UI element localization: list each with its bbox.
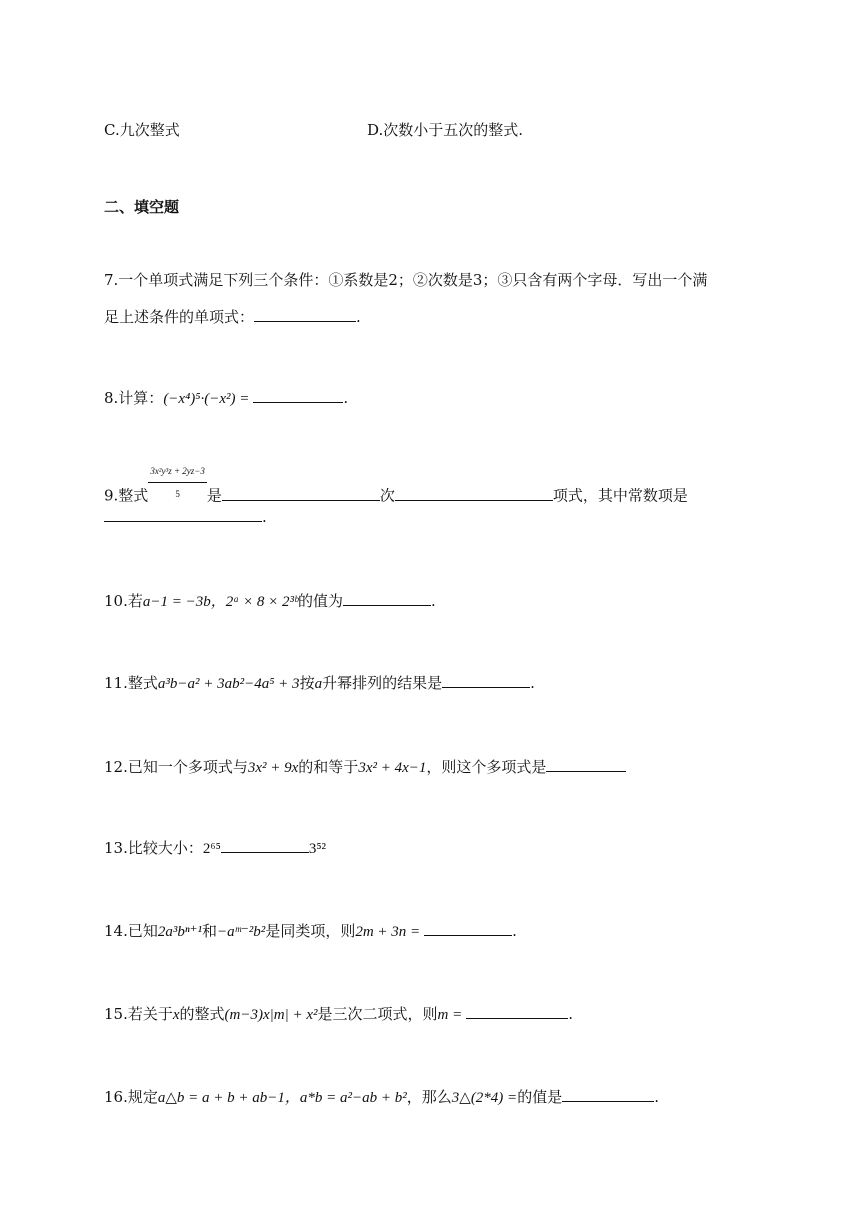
q10-prefix: 10.若: [104, 592, 143, 610]
q15-variable: x: [172, 1007, 180, 1023]
question-8: [104, 387, 348, 409]
q7-end: .: [356, 308, 361, 326]
section-title-text: 二、填空题: [104, 198, 180, 216]
q8-expression: (−x⁴)⁵·(−x²) =: [163, 391, 250, 407]
q15-suffix: 是三次二项式，则: [317, 1005, 438, 1023]
q16-prefix: 16.规定: [104, 1088, 158, 1106]
q16-expression-3: 3△(2*4) =: [451, 1090, 518, 1106]
question-13: [104, 837, 326, 859]
option-c-text: C.九次整式: [104, 121, 180, 139]
answer-blank[interactable]: [442, 672, 530, 688]
q12-expression-2: 3x² + 4x−1: [358, 760, 427, 776]
question-10: [104, 590, 436, 612]
q11-variable: a: [314, 676, 323, 692]
q12-expression-1: 3x² + 9x: [247, 760, 299, 776]
q7-text: 7.一个单项式满足下列三个条件：①系数是2；②次数是3；③只含有两个字母．写出一个满: [104, 271, 708, 289]
answer-blank[interactable]: [254, 306, 356, 322]
q15-mid: 的整式: [179, 1005, 225, 1023]
q10-end: .: [431, 592, 436, 610]
answer-blank[interactable]: [104, 506, 262, 522]
option-c: [104, 120, 180, 140]
q11-end: .: [530, 674, 535, 692]
answer-blank[interactable]: [466, 1003, 568, 1019]
question-15: [104, 1003, 573, 1025]
q14-mid: 和: [202, 922, 218, 940]
q15-expression: (m−3)x|m| + x²: [224, 1007, 318, 1023]
q8-end: .: [343, 389, 349, 407]
question-11: [104, 672, 535, 694]
question-7-line-1: [104, 270, 707, 290]
q15-prefix: 15.若关于: [104, 1005, 173, 1023]
q14-expression-1: 2a³bⁿ⁺¹: [157, 924, 202, 940]
answer-blank[interactable]: [222, 485, 380, 501]
answer-blank[interactable]: [221, 837, 309, 853]
q10-expression: a−1 = −3b，2ᵃ × 8 × 2³ᵇ: [142, 594, 298, 610]
q16-end: .: [654, 1088, 659, 1106]
q8-prefix: 8.计算：: [104, 389, 164, 407]
answer-blank[interactable]: [546, 756, 626, 772]
fraction-denominator: 5: [175, 489, 180, 499]
q14-expression-2: −aᵐ⁻²b²: [217, 924, 266, 940]
q11-prefix: 11.整式: [104, 674, 158, 692]
q11-suffix: 升幂排列的结果是: [322, 674, 443, 692]
q11-expression: a³b−a² + 3ab²−4a⁵ + 3: [157, 676, 300, 692]
q16-expression-1: a△b = a + b + ab−1，: [157, 1090, 300, 1106]
q14-suffix: 是同类项，则: [265, 922, 356, 940]
answer-blank[interactable]: [395, 485, 553, 501]
question-12: [104, 756, 626, 778]
q12-suffix: ，则这个多项式是: [426, 758, 547, 776]
question-16: [104, 1086, 659, 1108]
q11-mid: 按: [299, 674, 315, 692]
section-title: [104, 197, 179, 217]
q13-right: 3⁵²: [308, 841, 327, 857]
q14-expression-3: 2m + 3n =: [355, 924, 421, 940]
q10-suffix: 的值为: [297, 592, 343, 610]
q14-end: .: [512, 922, 517, 940]
q13-left: 2⁶⁵: [202, 841, 221, 857]
q12-prefix: 12.已知一个多项式与: [104, 758, 248, 776]
question-14: [104, 920, 517, 942]
q14-prefix: 14.已知: [104, 922, 158, 940]
q15-end: .: [568, 1005, 574, 1023]
q16-mid: ，那么: [406, 1088, 452, 1106]
answer-blank[interactable]: [562, 1086, 654, 1102]
question-9-line-2: [104, 506, 267, 527]
q9-tail: 项式，其中常数项是: [552, 486, 688, 505]
option-d: [367, 120, 523, 140]
q13-prefix: 13.比较大小：: [104, 839, 203, 857]
fraction: [148, 461, 207, 504]
q9-ci: 次: [379, 486, 395, 505]
q9-end: .: [262, 508, 267, 526]
q7-prefix: 足上述条件的单项式：: [104, 308, 255, 326]
answer-blank[interactable]: [343, 590, 431, 606]
question-7-line-2: [104, 306, 361, 327]
q12-mid: 的和等于: [298, 758, 359, 776]
answer-blank[interactable]: [424, 920, 512, 936]
q9-prefix: 9.整式: [104, 486, 149, 505]
option-d-text: D.次数小于五次的整式.: [367, 121, 524, 139]
fraction-numerator: 3x²y³z + 2yz−3: [148, 461, 207, 483]
q15-expression-2: m =: [437, 1007, 463, 1023]
answer-blank[interactable]: [253, 387, 343, 403]
q16-suffix: 的值是: [517, 1088, 563, 1106]
q9-is: 是: [206, 486, 222, 505]
q16-expression-2: a*b = a²−ab + b²: [299, 1090, 407, 1106]
